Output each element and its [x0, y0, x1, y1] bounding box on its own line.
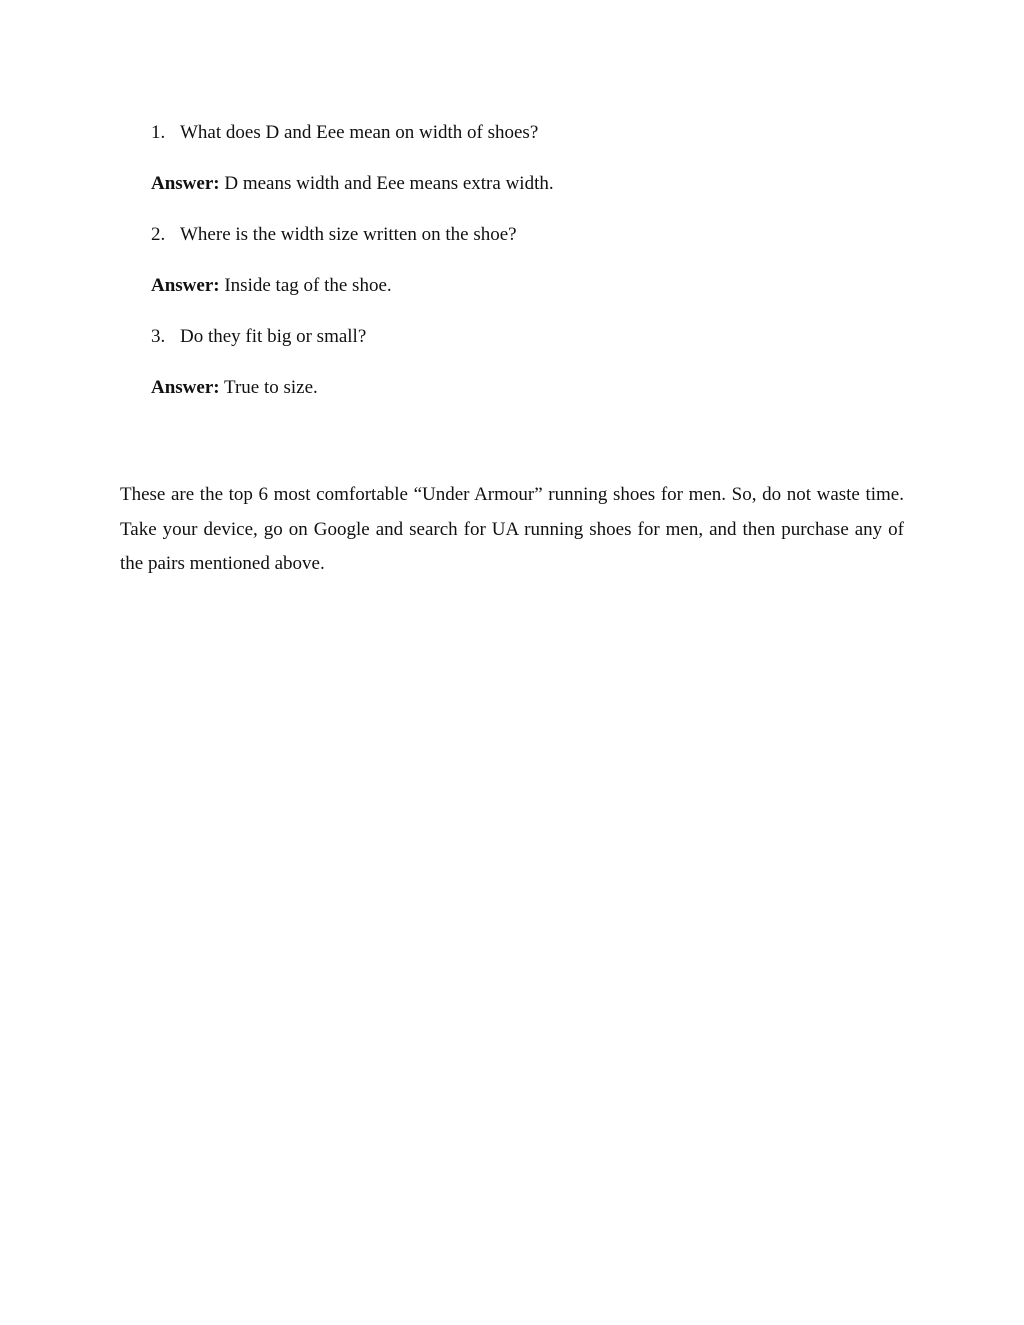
faq-question	[151, 119, 911, 146]
answer-text: Inside tag of the shoe.	[224, 275, 392, 296]
faq-question	[151, 221, 911, 248]
question-text: Do they fit big or small?	[180, 326, 367, 347]
answer-text: True to size.	[224, 377, 318, 398]
question-number: 2.	[151, 224, 166, 245]
faq-answer	[151, 170, 911, 197]
answer-label: Answer:	[151, 173, 220, 194]
question-text: Where is the width size written on the shoe?	[180, 224, 517, 245]
faq-question	[151, 323, 911, 350]
faq-answer	[151, 374, 911, 401]
answer-text: D means width and Eee means extra width.	[224, 173, 554, 194]
question-number: 1.	[151, 122, 166, 143]
answer-label: Answer:	[151, 275, 220, 296]
question-text: What does D and Eee mean on width of shoes?	[180, 122, 539, 143]
answer-label: Answer:	[151, 377, 220, 398]
closing-paragraph: These are the top 6 most comfortable “Under Armour” running shoes for men. So, do not waste time. Take your device, go on Google and search for UA running shoes for men, and then purchase any of the pairs mentioned above.	[120, 484, 904, 574]
faq-list	[151, 119, 911, 425]
question-number: 3.	[151, 326, 166, 347]
faq-answer	[151, 272, 911, 299]
